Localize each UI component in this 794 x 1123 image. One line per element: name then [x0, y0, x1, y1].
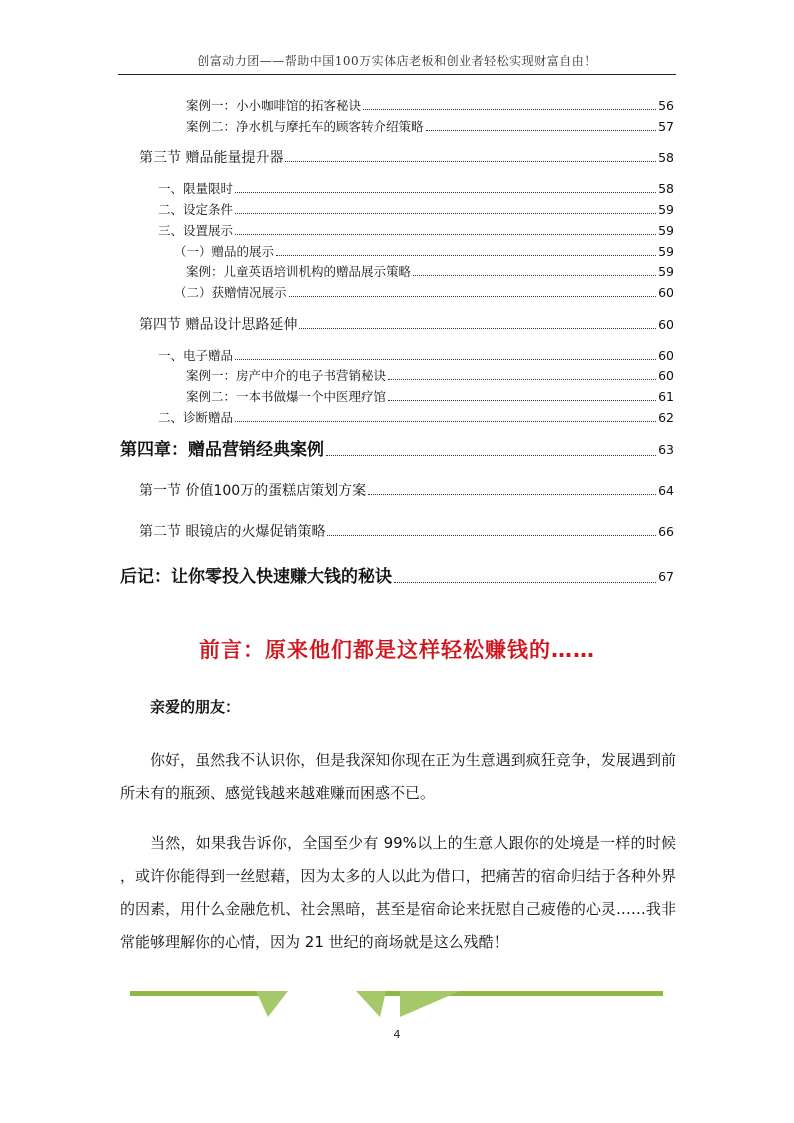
- footer-decoration-wedge: [356, 991, 386, 1017]
- toc-entry[interactable]: [158, 202, 674, 218]
- toc-entry-title: 案例一：房产中介的电子书营销秘诀: [186, 368, 387, 383]
- toc-leader: [235, 234, 656, 235]
- toc-leader: [235, 192, 656, 193]
- toc-entry-title: 第四章：赠品营销经典案例: [120, 440, 324, 460]
- toc-leader: [276, 255, 656, 256]
- toc-entry-page: 66: [658, 524, 674, 539]
- toc-entry-title: 第一节 价值100万的蛋糕店策划方案: [139, 483, 367, 499]
- toc-entry[interactable]: [158, 223, 674, 239]
- toc-entry-page: 64: [658, 483, 674, 498]
- toc-entry-page: 59: [658, 244, 674, 259]
- body-paragraph: 你好，虽然我不认识你，但是我深知你现在正为生意遇到疯狂竞争，发展遇到前所未有的瓶颈、感觉钱越来越难赚而困惑不已。: [120, 751, 676, 802]
- toc-entry-page: 59: [658, 202, 674, 217]
- toc-entry[interactable]: [139, 317, 674, 333]
- footer-decoration-wedge: [256, 991, 288, 1017]
- toc-entry-title: 后记：让你零投入快速赚大钱的秘诀: [120, 567, 392, 587]
- toc-entry-page: 58: [658, 181, 674, 196]
- toc-entry-page: 61: [658, 389, 674, 404]
- toc-leader: [235, 359, 656, 360]
- body-paragraph: 当然，如果我告诉你，全国至少有 99%以上的生意人跟你的处境是一样的时候 ，或许你能得到一丝慰藉，因为太多的人以此为借口，把痛苦的宿命归结于各种外界的因素，用什么金融危机、社会黑暗，甚至是宿命论来抚慰自己疲倦的心灵……我非常能够理解你的心情，因为 21 世纪的商场就是这么残酷！: [120, 834, 676, 951]
- toc-leader: [394, 582, 656, 583]
- toc-entry[interactable]: [139, 150, 674, 166]
- toc-leader: [289, 296, 657, 297]
- toc-leader: [426, 130, 657, 131]
- footer-decoration-wedge: [400, 991, 460, 1017]
- toc-entry[interactable]: [186, 119, 674, 135]
- toc-leader: [388, 400, 656, 401]
- running-header: 创富动力团——帮助中国100万实体店老板和创业者轻松实现财富自由！: [197, 54, 597, 68]
- toc-leader: [327, 535, 656, 536]
- toc-leader: [326, 455, 656, 456]
- toc-entry-title: 一、电子赠品: [158, 348, 234, 363]
- toc-leader: [285, 161, 656, 162]
- toc-leader: [388, 379, 656, 380]
- toc-leader: [368, 494, 656, 495]
- preface-heading: 前言：原来他们都是这样轻松赚钱的……: [199, 638, 595, 662]
- toc-entry-page: 63: [658, 442, 674, 457]
- toc-entry[interactable]: [158, 181, 674, 197]
- toc-entry[interactable]: [139, 524, 674, 540]
- toc-entry-page: 57: [658, 119, 674, 134]
- toc-entry-title: 二、设定条件: [158, 202, 234, 217]
- toc-entry-page: 59: [658, 264, 674, 279]
- toc-entry-title: （二）获赠情况展示: [174, 285, 287, 300]
- toc-entry[interactable]: [186, 98, 674, 114]
- toc-entry[interactable]: [186, 368, 674, 384]
- toc-entry-title: 案例二：一本书做爆一个中医理疗馆: [186, 389, 387, 404]
- toc-leader: [235, 213, 656, 214]
- toc-entry-title: 案例：儿童英语培训机构的赠品展示策略: [186, 264, 412, 279]
- toc-entry-title: 三、设置展示: [158, 223, 234, 238]
- toc-entry[interactable]: [139, 483, 674, 499]
- toc-leader: [363, 109, 656, 110]
- toc-entry[interactable]: [174, 244, 674, 260]
- toc-entry-title: 一、限量限时: [158, 181, 234, 196]
- toc-entry-title: 第三节 赠品能量提升器: [139, 150, 284, 166]
- toc-entry[interactable]: [186, 389, 674, 405]
- toc-entry-title: 案例一：小小咖啡馆的拓客秘诀: [186, 98, 362, 113]
- toc-entry-page: 56: [658, 98, 674, 113]
- page-number: 4: [393, 1028, 401, 1041]
- footer-decoration-bar: [130, 991, 268, 996]
- toc-entry-title: 案例二：净水机与摩托车的顾客转介绍策略: [186, 119, 424, 134]
- toc-entry-title: 二、诊断赠品: [158, 410, 234, 425]
- toc-entry[interactable]: [120, 567, 674, 587]
- toc-entry[interactable]: [158, 348, 674, 364]
- toc-entry-page: 60: [658, 368, 674, 383]
- toc-entry-page: 60: [658, 285, 674, 300]
- greeting: 亲爱的朋友：: [150, 698, 241, 716]
- toc-entry-page: 60: [658, 317, 674, 332]
- toc-entry-page: 67: [658, 569, 674, 584]
- toc-entry[interactable]: [186, 264, 674, 280]
- toc-leader: [413, 275, 656, 276]
- toc-leader: [235, 421, 656, 422]
- toc-leader: [299, 328, 656, 329]
- toc-entry[interactable]: [158, 410, 674, 426]
- toc-entry[interactable]: [120, 440, 674, 460]
- toc-entry-page: 58: [658, 150, 674, 165]
- toc-entry-title: 第四节 赠品设计思路延伸: [139, 317, 298, 333]
- toc-entry-title: （一）赠品的展示: [174, 244, 275, 259]
- header-divider: [118, 74, 676, 75]
- toc-entry-page: 62: [658, 410, 674, 425]
- toc-entry-page: 60: [658, 348, 674, 363]
- toc-entry-title: 第二节 眼镜店的火爆促销策略: [139, 524, 326, 540]
- toc-entry[interactable]: [174, 285, 674, 301]
- toc-entry-page: 59: [658, 223, 674, 238]
